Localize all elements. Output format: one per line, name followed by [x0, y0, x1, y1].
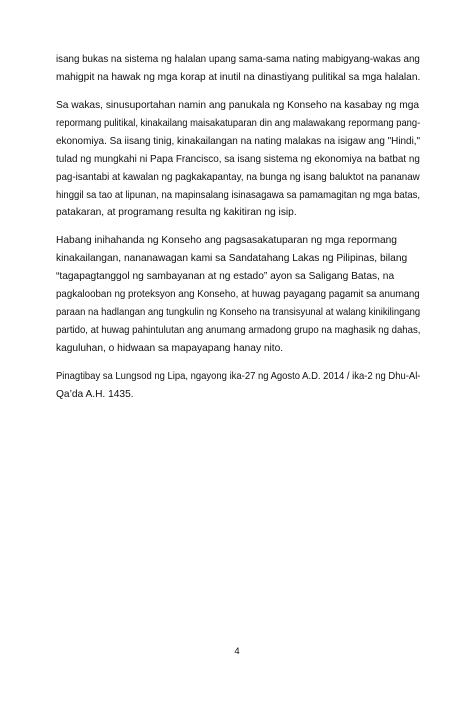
text-line: kinakailangan, nananawagan kami sa Sandatahang Lakas ng Pilipinas, bilang	[56, 253, 408, 264]
text-line: ekonomiya. Sa iisang tinig, kinakailangan na nating malakas na isigaw ang "Hindi,"	[56, 136, 421, 147]
text-line: “tagapagtanggol ng sambayanan at ng estado” ayon sa Saligang Batas, na	[56, 271, 395, 282]
text-line: Sa wakas, sinusuportahan namin ang panukala ng Konseho na kasabay ng mga	[56, 100, 420, 111]
text-line: Habang inihahanda ng Konseho ang pagsasakatuparan ng mga repormang	[56, 235, 397, 246]
text-line: hinggil sa tao at lipunan, na mapinsalang isinasagawa sa pamamagitan ng mga batas,	[56, 190, 421, 201]
text-line: patakaran, at programang resulta ng kakitiran ng isip.	[56, 207, 297, 218]
text-line: pag-isantabi at kawalan ng pagkakapantay, na bunga ng isang baluktot na pananaw	[56, 172, 420, 183]
text-line: tulad ng mungkahi ni Papa Francisco, sa isang sistema ng ekonomiya na batbat ng	[56, 154, 420, 165]
text-line: paraan na hadlangan ang tungkulin ng Konseho na transisyunal at walang kinikilingang	[56, 307, 421, 318]
text-line: kaguluhan, o hidwaan sa mapayapang hanay nito.	[56, 343, 284, 354]
text-line: isang bukas na sistema ng halalan upang sama-sama nating mabigyang-wakas ang	[56, 54, 420, 65]
text-line: Pinagtibay sa Lungsod ng Lipa, ngayong ika-27 ng Agosto A.D. 2014 / ika-2 ng Dhu-Al-	[56, 371, 421, 382]
text-line: Qa’da A.H. 1435.	[56, 389, 134, 400]
page-number: 4	[234, 646, 240, 657]
text-line: pagkalooban ng proteksyon ang Konseho, at huwag payagang pagamit sa anumang	[56, 289, 420, 300]
text-line: partido, at huwag pahintulutan ang anumang armadong grupo na maghasik ng dahas,	[56, 325, 421, 336]
text-line: mahigpit na hawak ng mga korap at inutil na dinastiyang pulitikal sa mga halalan.	[56, 72, 421, 83]
text-line: repormang pulitikal, kinakailang maisakatuparan din ang malawakang repormang pang-	[56, 118, 421, 129]
